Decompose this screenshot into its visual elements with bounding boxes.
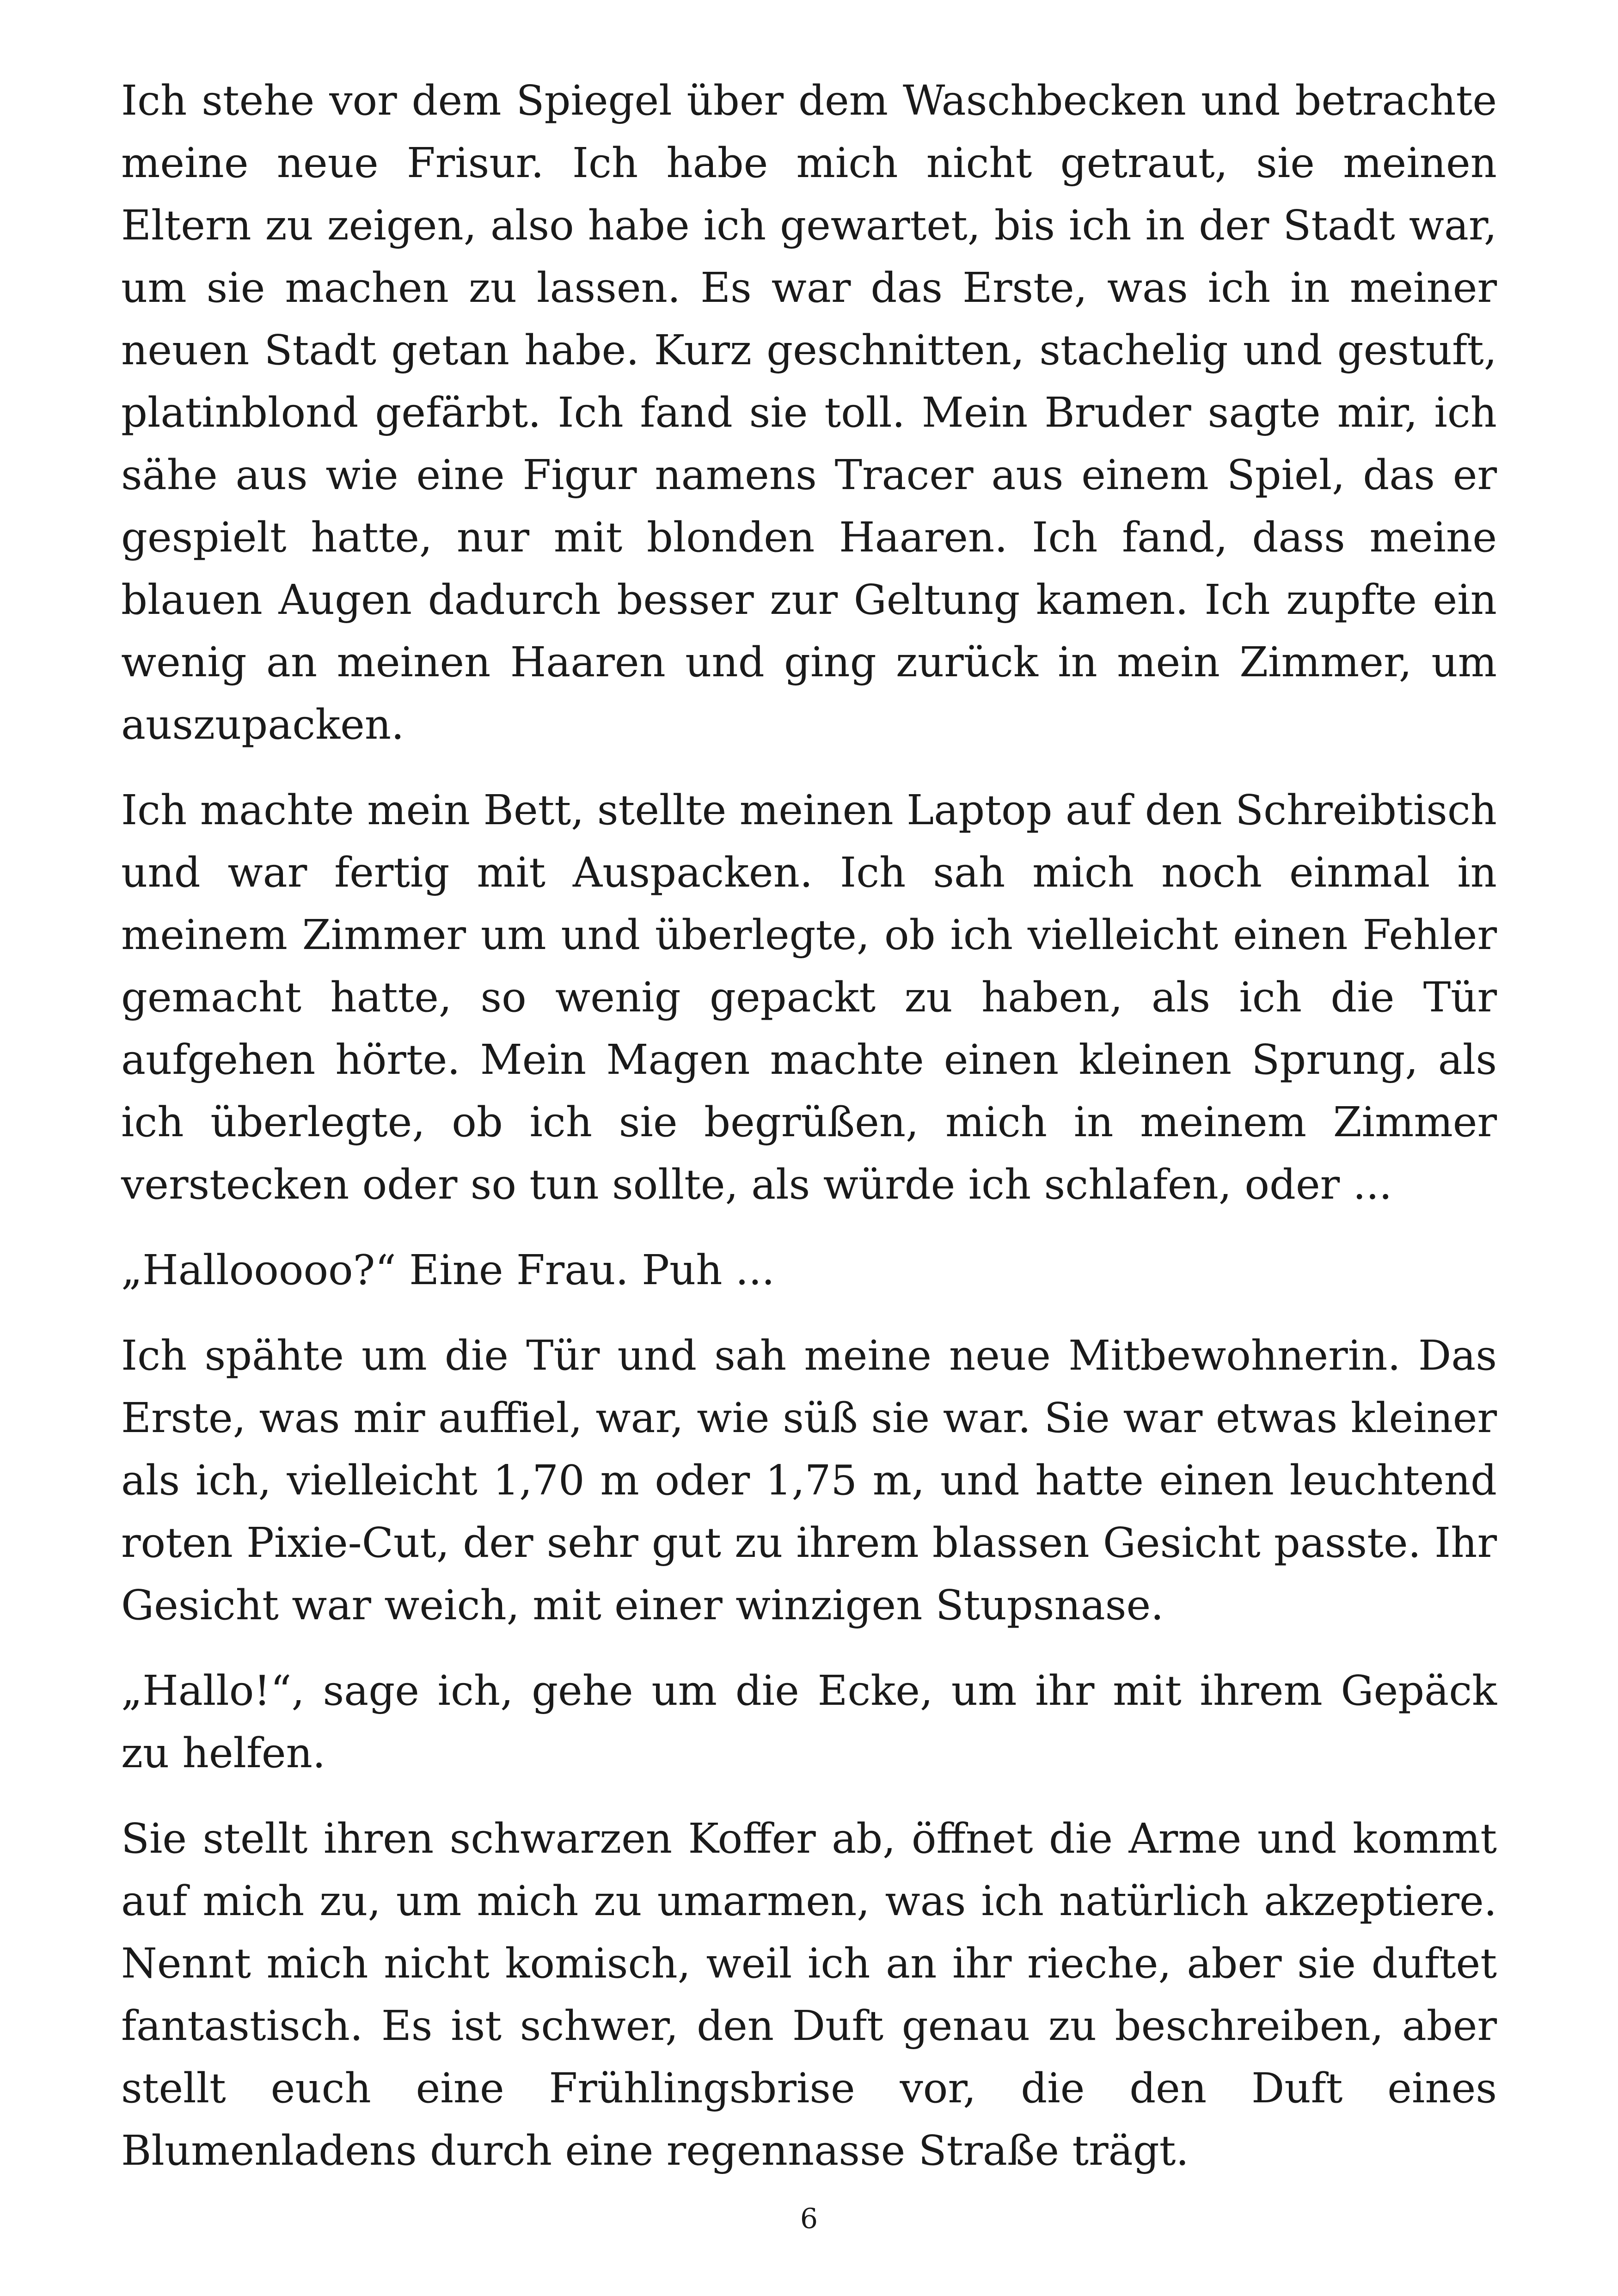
page-number: 6 bbox=[800, 2203, 818, 2235]
paragraph-6: Sie stellt ihren schwarzen Koffer ab, öffnet die Arme und kommt auf mich zu, um mich zu umarmen, was ich natürlich akzeptiere. Nennt mich nicht komisch, weil ich an ihr rieche, aber sie duftet fantastisch. Es ist schwer, den Duft genau zu beschreiben, aber stellt euch eine Frühlingsbrise vor, die den Duft eines Blumenladens durch eine regennasse Straße trägt. bbox=[121, 1814, 1497, 2174]
paragraph-4: Ich spähte um die Tür und sah meine neue Mitbewohnerin. Das Erste, was mir auffiel, war, wie süß sie war. Sie war etwas kleiner als ich, vielleicht 1,70 m oder 1,75 m, und hatte einen leuchtend roten Pixie-Cut, der sehr gut zu ihrem blassen Gesicht passte. Ihr Gesicht war weich, mit einer winzigen Stupsnase. bbox=[121, 1331, 1497, 1629]
paragraph-3: „Hallooooo?“ Eine Frau. Puh ... bbox=[121, 1246, 775, 1294]
paragraph-2: Ich machte mein Bett, stellte meinen Laptop auf den Schreibtisch und war fertig mit Auspacken. Ich sah mich noch einmal in meinem Zimmer um und überlegte, ob ich vielleicht einen Fehler gemacht hatte, so wenig gepackt zu haben, als ich die Tür aufgehen hörte. Mein Magen machte einen kleinen Sprung, als ich überlegte, ob ich sie begrüßen, mich in meinem Zimmer verstecken oder so tun sollte, als würde ich schlafen, oder ... bbox=[121, 786, 1497, 1208]
paragraph-5: „Hallo!“, sage ich, gehe um die Ecke, um ihr mit ihrem Gepäck zu helfen. bbox=[121, 1666, 1497, 1777]
body-text bbox=[121, 69, 1497, 2182]
paragraph-1: Ich stehe vor dem Spiegel über dem Waschbecken und betrachte meine neue Frisur. Ich habe mich nicht getraut, sie meinen Eltern zu zeigen, also habe ich gewartet, bis ich in der Stadt war, um sie machen zu lassen. Es war das Erste, was ich in meiner neuen Stadt getan habe. Kurz geschnitten, stachelig und gestuft, platinblond gefärbt. Ich fand sie toll. Mein Bruder sagte mir, ich sähe aus wie eine Figur namens Tracer aus einem Spiel, das er gespielt hatte, nur mit blonden Haaren. Ich fand, dass meine blauen Augen dadurch besser zur Geltung kamen. Ich zupfte ein wenig an meinen Haaren und ging zurück in mein Zimmer, um auszupacken. bbox=[121, 76, 1497, 748]
